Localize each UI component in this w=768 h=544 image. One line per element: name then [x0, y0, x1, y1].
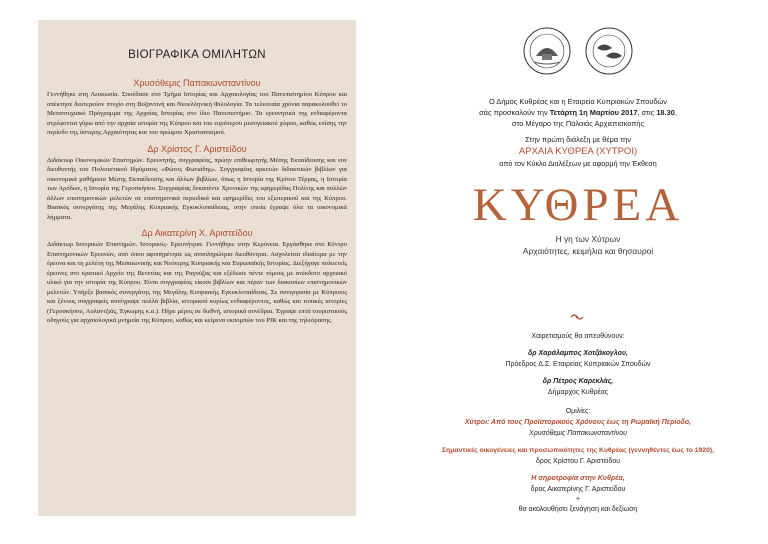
topic-title: ΑΡΧΑΙΑ ΚΥΘΡΕΑ (ΧΥΤΡΟΙ) — [518, 146, 638, 157]
talk-2-speaker: δρος Χρίστου Γ. Αριστείδου — [535, 458, 621, 465]
invite-line-1: Ο Δήμος Κυθρέας και η Εταιρεία Κυπριακών Σπουδών — [488, 97, 667, 106]
bio-name-christos-aristeidou: Δρ Χρίστος Γ. Αριστείδου — [147, 143, 247, 154]
closing-note: θα ακολουθήσει ξενάγηση και δεξίωση — [518, 506, 638, 513]
invite-date: Τετάρτη 1η Μαρτίου 2017 — [549, 108, 638, 117]
invite-time: 18.30 — [656, 108, 675, 117]
bio-name-aikaterini-aristeidou: Δρ Αικατερίνη Χ. Αριστείδου — [141, 228, 253, 238]
greeter-1-name: δρ Χαράλαμπος Χοτζάκογλου, — [528, 350, 628, 357]
exhibition-subtitle-2: Αρχαιότητες, κειμήλια και θησαυροί — [522, 246, 654, 256]
invitation-panel — [418, 20, 738, 520]
exhibition-title: ΚΥΘΡΕΑ — [472, 179, 684, 231]
bio-text-aikaterini-aristeidou: Διδάκτωρ Ιστορικών Επιστημών. Ιστορικός- Ερευνήτρια. Γεννήθηκε στην Κερύνεια. Εργάσθηκε στο Κέντρο Επιστημονικών Ερευνών, από όπου αφυπηρέτησε ως αναπληρώτρια διευθύντρια. Ασχολείται ιδιαίτερα με την έρευνα και τη μελέτη της Μεσαιωνικής και Νεότερης Κυπριακής και Ευρωπαϊκής Ιστορίας. Διεξήγαγε πολυετείς έρευνες στο κρατικό Αρχείο της Βενετίας και της Ραγούζας και εξέδωσε πέντε τόμους με ανέκδοτο αρχειακό υλικό για την ιστορία της Κύπρου. Είναι συγγραφέας είκοσι βιβλίων και πέραν των διακοσίων επιστημονικών μελετών. Υπήρξε βασικός συνεργάτης της Μεγάλης Κυπριακής Εγκυκλοπαίδειας. Σε συνεργασία με Κύπριους και ξένους συγγραφείς συνέγραψε πολλά βιβλία, ιστορικού κυρίως ενδιαφέροντος, καθώς και τοπικές ιστορίες (Γεροσκήπου, Αυλαντζιάς, Έγκωμης κ.α.). Πήρε μέρος σε διεθνή, ιστορικά συνέδρια. Έγραψε επτά τουριστικούς οδηγούς για αρχαιολογικά μνημεία της Κύπρου, καθώς και κείμενα εκπομπών του ΡΙΚ και της τηλεόρασης. — [47, 241, 347, 324]
topic-intro: Στην πρώτη διάλεξη με θέμα την — [525, 135, 631, 144]
talk-2-title: Σημαντικές οικογένειες και προσωπικότητες της Κυθρέας (γεννηθέντες έως το 1920), — [441, 447, 715, 454]
talk-1-speaker: Χρυσόθεμις Παπακωνσταντίνου — [529, 430, 627, 437]
bio-text-christos-aristeidou: Διδάκτωρ Οικονομικών Επιστημών. Ερευνητής, συγγραφέας, πρώην επιθεωρητής Μέσης Εκπαίδευσης και νυν διευθυντής του Πολιτιστικού Ιδρύματος «Φώτος Φωτιάδης». Συγγραφέας αρκετών διδακτικών βιβλίων για οικονομικά μαθήματα Μέσης Εκπαίδευσης και άλλων βιβλίων, όπως η Ιστορία της Κρίτου Τέρρας, η Ιστορία των Αρόδων, η Ιστορία της Γεροσκήπου. Συγγραφέας δεκαπέντε Χρονικών της εφημερίδας Πολίτης και πολλών άλλων επιστημονικών μελετών σε επιστημονικά περιοδικά και εφημερίδες του εξωτερικού και της Κύπρου. Βασικός συνεργάτης της Μεγάλης Κυπριακής Εγκυκλοπαίδειας, στην οποία έγραψε όλα τα οικονομικά λήμματα. — [47, 156, 347, 221]
invite-line-2: σάς προσκαλούν την Τετάρτη 1η Μαρτίου 2017, στις 18.30, — [479, 108, 677, 117]
invite-line-3: στο Μέγαρο της Παλαιάς Αρχιεπισκοπής — [511, 119, 645, 128]
bio-text-papakonstantinou: Γεννήθηκε στη Λευκωσία. Σπούδασε στο Τμήμα Ιστορίας και Αρχαιολογίας του Πανεπιστημίου Κύπρου και απέκτησε δευτερεύον πτυχίο στη Βυζαντινή και Νεοελληνική Φιλολογία. Τα τελευταία χρόνια παρακολουθεί το Μεταπτυχιακό Πρόγραμμα της Αρχαίας Ιστορίας στο ίδιο Πανεπιστήμιο. Τα ερευνητικά της ενδιαφέροντα στρέφονται γύρω από την αρχαία ιστορία της Κύπρου και του ευρύτερου μεσογειακού χώρου, καθώς επίσης την περίοδο της ύστερης Αρχαιότητας και του πρώιμου Χριστιανισμού. — [47, 91, 347, 136]
logos — [522, 26, 634, 78]
greeter-2-role: Δήμαρχος Κυθρέας — [547, 389, 609, 396]
speakers-bio-panel — [38, 20, 356, 516]
talk-3-speaker: δρος Αικατερίνης Γ. Αριστείδου — [530, 486, 626, 493]
talk-1-title: Χύτροι: Από τους Προϊστορικούς Χρόνους έως τη Ρωμαϊκή Περίοδο, — [464, 419, 692, 426]
ornament-icon — [570, 313, 584, 321]
greeter-2-name: δρ Πέτρος Καρεκλάς, — [542, 378, 614, 385]
talk-3-title: Η σηροτροφία στην Κυθρέα, — [531, 475, 625, 482]
bio-heading: ΒΙΟΓΡΑΦΙΚΑ ΟΜΙΛΗΤΩΝ — [128, 49, 266, 61]
society-seal-icon — [584, 26, 634, 76]
invitation-text — [418, 96, 738, 129]
exhibition-subtitle-1: Η γη των Χύτρων — [555, 234, 621, 244]
municipality-seal-icon — [522, 26, 572, 76]
plus-sign: + — [575, 496, 581, 503]
bio-name-papakonstantinou: Χρυσόθεμις Παπακωνσταντίνου — [133, 78, 261, 88]
greeter-1-role: Πρόεδρος Δ.Σ. Εταιρείας Κυπριακών Σπουδών — [505, 361, 651, 368]
talks-intro: Ομιλίες: — [565, 408, 591, 415]
greetings-intro: Χαιρετισμούς θα απευθύνουν: — [531, 333, 625, 340]
topic-description: από τον Κύκλο Διαλέξεων με αφορμή την Έκθεση — [499, 159, 657, 168]
